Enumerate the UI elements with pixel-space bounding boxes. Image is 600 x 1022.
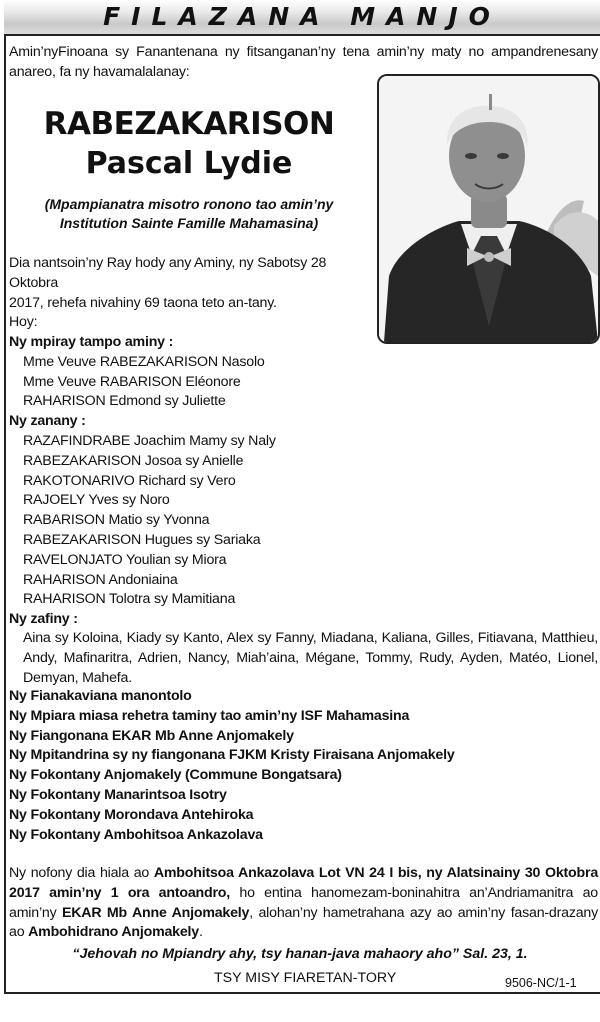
- death-notice: [9, 254, 377, 313]
- intro-text: Amin’nyFinoana sy Fanantenana ny fitsanganan’ny tena amin’ny maty no ampandrenesany anareo, fa ny havamalalanay:: [9, 44, 598, 80]
- child-item: RAZAFINDRABE Joachim Mamy sy Naly: [23, 432, 276, 449]
- organization-item: Ny Fokontany Ambohitsoa Ankazolava: [9, 826, 263, 843]
- child-item: RAJOELY Yves sy Noro: [23, 492, 170, 509]
- child-item: RAHARISON Andoniaina: [23, 571, 178, 588]
- deceased-surname: RABEZAKARISON: [43, 106, 335, 142]
- organization-item: Ny Fokontany Manarintsoa Isotry: [9, 786, 227, 803]
- organization-item: Ny Fokontany Morondava Antehiroka: [9, 806, 254, 823]
- deceased-title-line1: (Mpampianatra misotro ronono tao amin’ny: [44, 196, 334, 212]
- banner-title: FILAZANA MANJO: [103, 2, 501, 31]
- deceased-title: [8, 195, 370, 233]
- bible-quote: “Jehovah no Mpiandry ahy, tsy hanan-java mahaory aho” Sal. 23, 1.: [72, 946, 528, 962]
- death-notice-line1: Dia nantsoin’ny Ray hody any Aminy, ny Sabotsy 28 Oktobra: [9, 255, 327, 291]
- organization-item: Ny Mpitandrina sy ny fiangonana FJKM Kristy Firaisana Anjomakely: [9, 747, 455, 764]
- funeral-details: [9, 864, 598, 943]
- organization-item: Ny Fianakaviana manontolo: [9, 688, 192, 704]
- organizations-list: [9, 687, 598, 845]
- child-item: RABEZAKARISON Josoa sy Anielle: [23, 452, 244, 469]
- portrait-photo: [377, 74, 600, 344]
- notice-banner: [4, 0, 600, 36]
- funeral-burial-place: Ambohidrano Anjomakely: [28, 924, 199, 941]
- reference-code: 9506-NC/1-1: [505, 976, 577, 990]
- funeral-text-1: Ny nofony dia hiala ao: [9, 865, 154, 881]
- child-item: RAHARISON Tolotra sy Mamitiana: [23, 591, 236, 608]
- funeral-text-5: , alohan’ny hametrahana azy ao amin’ny fasan-drazany ao: [9, 904, 598, 941]
- signature-line: TSY MISY FIARETAN-TORY: [214, 970, 397, 986]
- funeral-church: EKAR Mb Anne Anjomakely: [62, 904, 250, 921]
- child-item: RAKOTONARIVO Richard sy Vero: [23, 472, 236, 489]
- sibling-item: Mme Veuve RABEZAKARISON Nasolo: [23, 353, 265, 370]
- organization-item: Ny Mpiara miasa rehetra taminy tao amin’ny ISF Mahamasina: [9, 707, 410, 724]
- funeral-text-7: .: [199, 924, 203, 941]
- deceased-title-line2: Institution Sainte Famille Mahamasina): [59, 215, 319, 231]
- siblings-heading: Ny mpiray tampo aminy :: [9, 334, 174, 350]
- child-item: RABARISON Matio sy Yvonna: [23, 512, 210, 529]
- child-item: RAVELONJATO Youlian sy Miora: [23, 551, 227, 568]
- death-notice-line2: 2017, rehefa nivahiny 69 taona teto an-tany.: [9, 294, 277, 311]
- child-item: RABEZAKARISON Hugues sy Sariaka: [23, 531, 261, 548]
- organization-item: Ny Fokontany Anjomakely (Commune Bongatsara): [9, 767, 342, 784]
- funeral-location-date: Ambohitsoa Ankazolava Lot VN 24 I bis, ny Alatsinainy 30 Oktobra 2017 amin’ny 1 ora antoandro,: [9, 865, 599, 901]
- family-list: [9, 333, 377, 630]
- sibling-item: RAHARISON Edmond sy Juliette: [23, 393, 226, 410]
- deceased-given-names: Pascal Lydie: [85, 146, 293, 181]
- grandchildren-heading: Ny zafiny :: [9, 611, 78, 628]
- organization-item: Ny Fiangonana EKAR Mb Anne Anjomakely: [9, 727, 294, 744]
- funeral-text-3: ho entina hanomezam-boninahitra an’Andriamanitra ao amin’ny: [9, 884, 598, 921]
- grandchildren-text: Aina sy Koloina, Kiady sy Kanto, Alex sy Fanny, Miadana, Kaliana, Gilles, Fitiavana, Matthieu, Andy, Mafinaritra, Adrien, Nancy, Miah’aina, Mégane, Tommy, Rudy, Ayden, Matéo, Lionel, Demyan, Mahefa.: [23, 630, 598, 686]
- sibling-item: Mme Veuve RABARISON Eléonore: [23, 373, 241, 390]
- children-heading: Ny zanany :: [9, 413, 86, 430]
- deceased-name: [8, 104, 370, 184]
- from-label: Hoy:: [9, 314, 38, 330]
